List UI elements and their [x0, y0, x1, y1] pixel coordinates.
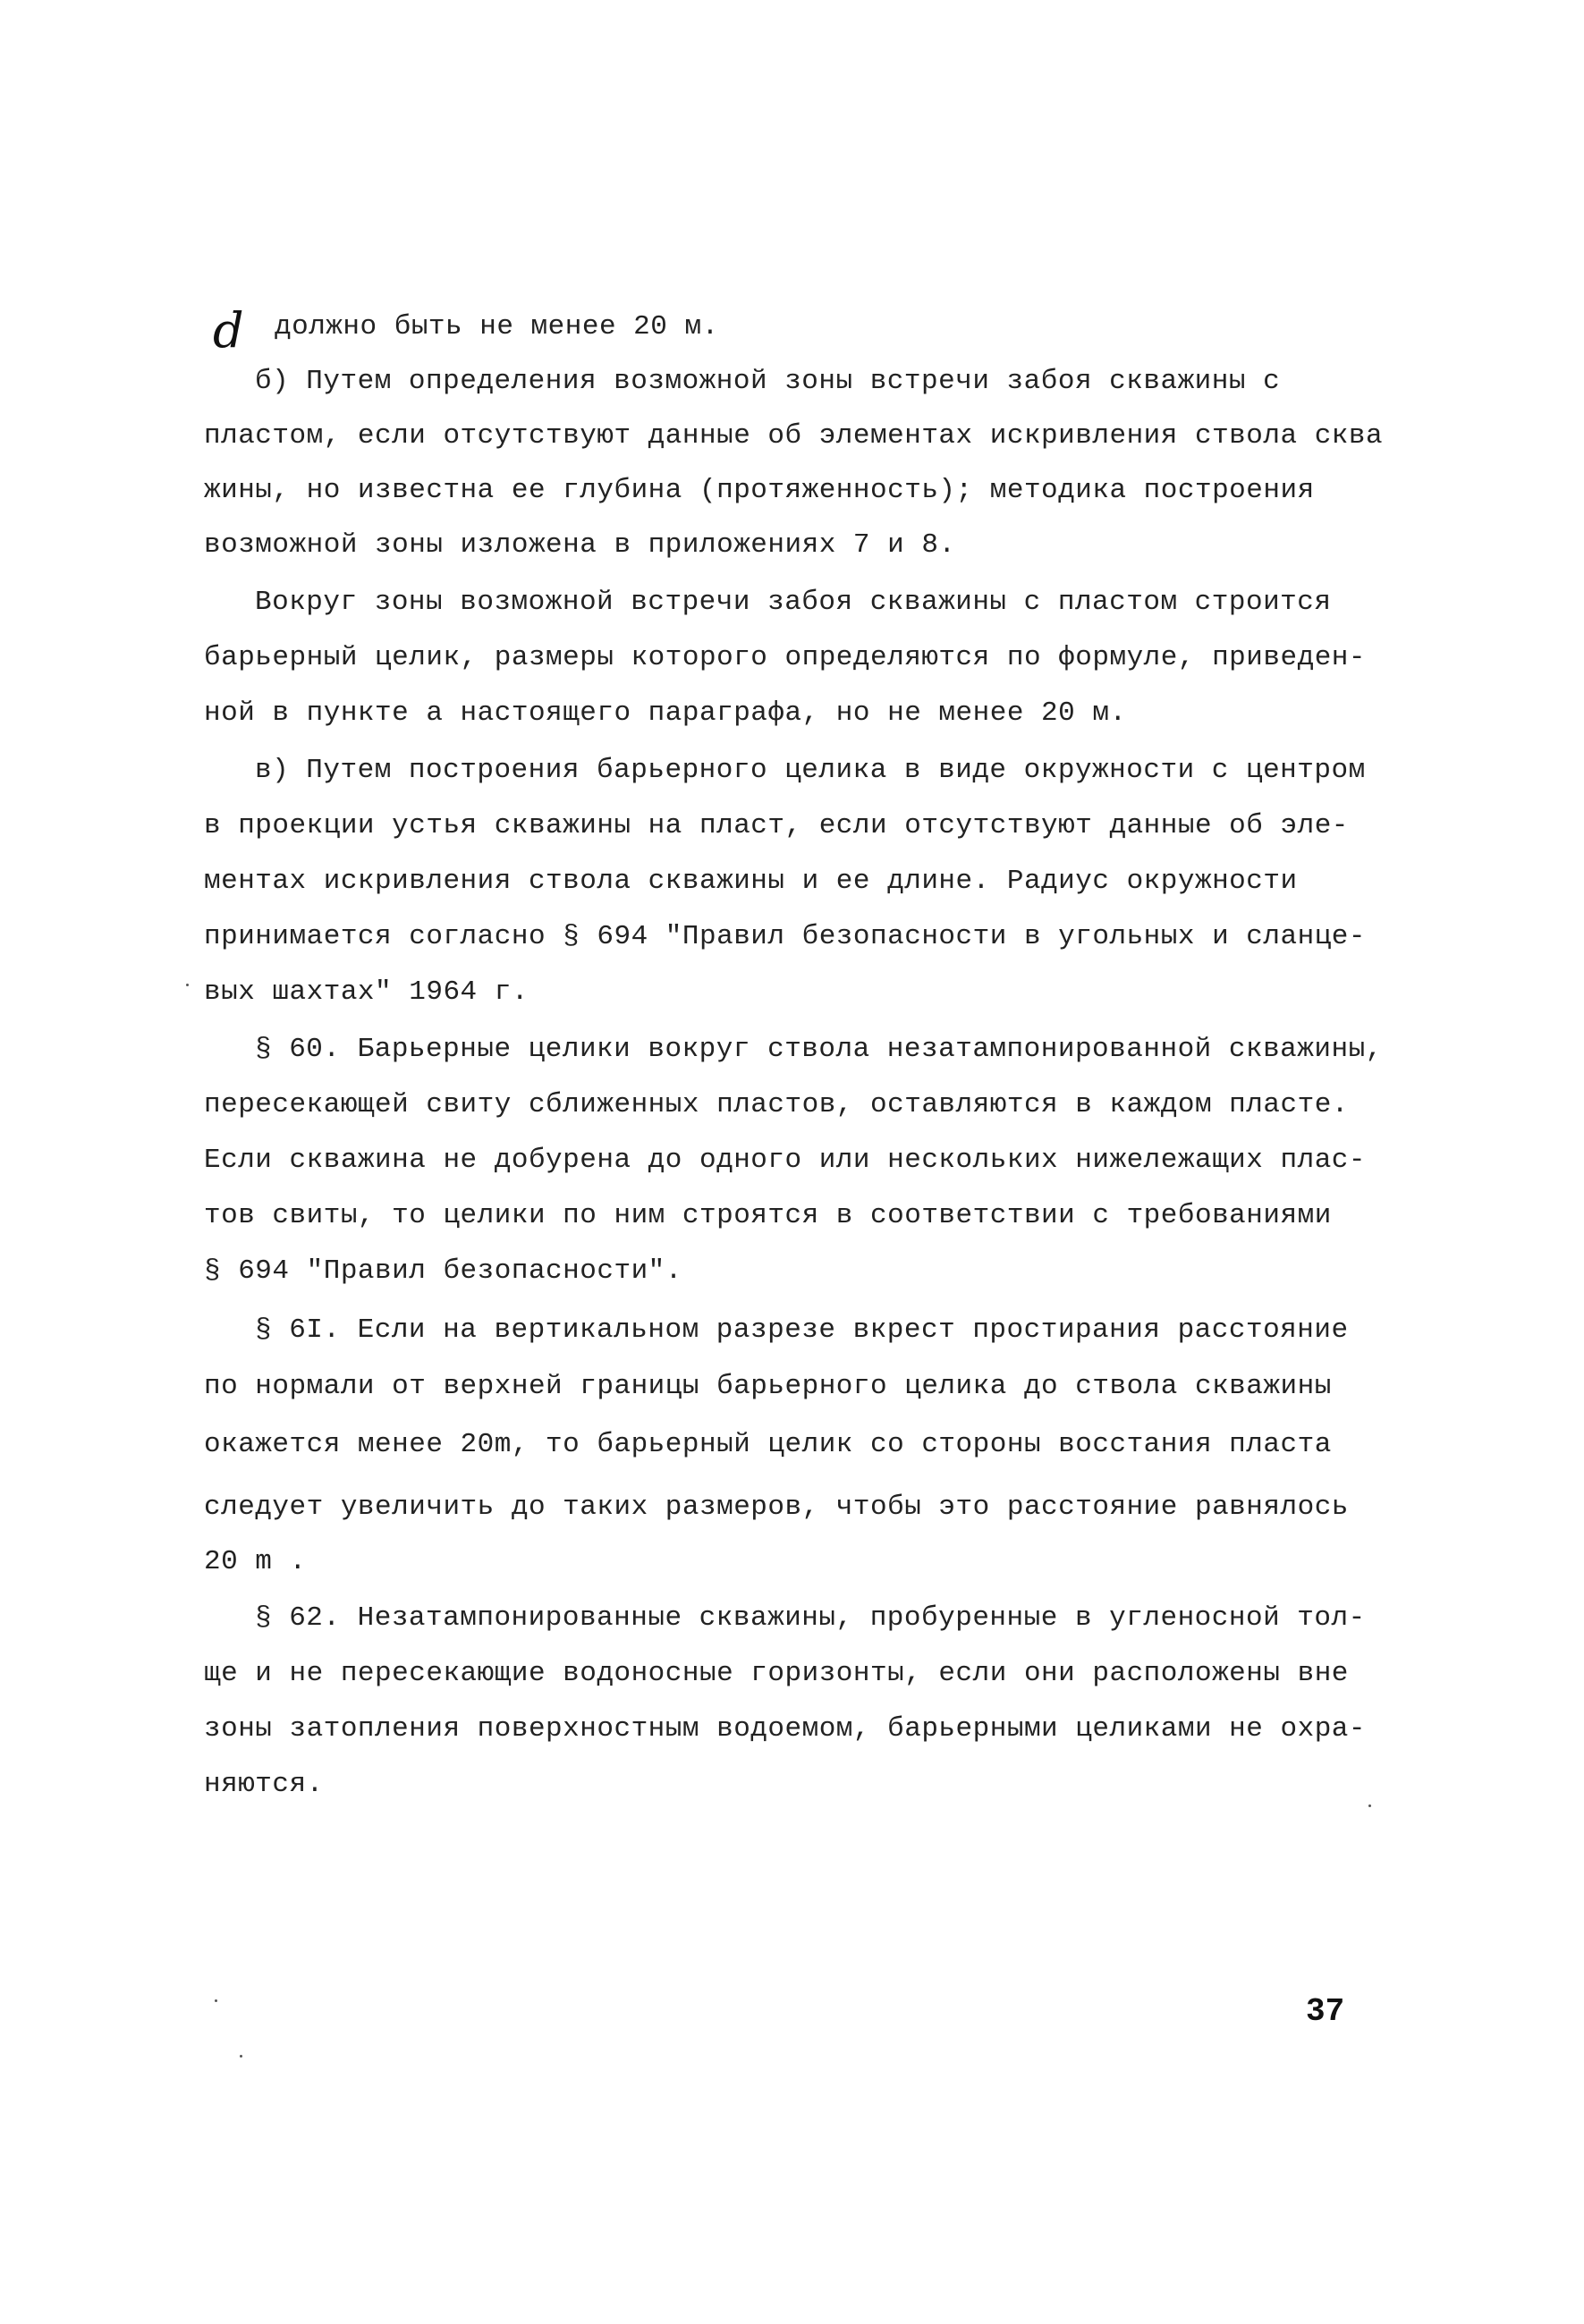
text-line-18: § 6I. Если на вертикальном разрезе вкрест простирания расстояние: [255, 1314, 1349, 1346]
text-line-22: 20 m .: [204, 1546, 307, 1577]
text-line-24: ще и не пересекающие водоносные горизонты, если они расположены вне: [204, 1658, 1349, 1689]
page-number: 37: [1306, 1993, 1345, 2030]
scan-speck: [240, 2055, 242, 2058]
text-line-8: в) Путем построения барьерного целика в виде окружности с центром: [255, 755, 1366, 786]
text-line-7: ной в пункте а настоящего параграфа, но не менее 20 м.: [204, 697, 1127, 729]
text-line-23: § 62. Незатампонированные скважины, пробуренные в угленосной тол-: [255, 1602, 1366, 1634]
text-line-12: вых шахтах" 1964 г.: [204, 976, 529, 1008]
text-line-19: по нормали от верхней границы барьерного целика до ствола скважины: [204, 1371, 1332, 1402]
text-line-26: няются.: [204, 1769, 324, 1800]
text-line-25: зоны затопления поверхностным водоемом, барьерными целиками не охра-: [204, 1713, 1367, 1745]
text-line-11: принимается согласно § 694 "Правил безопасности в угольных и сланце-: [204, 921, 1367, 952]
text-line-0: должно быть не менее 20 м.: [275, 311, 719, 342]
scan-speck: [215, 1999, 217, 2002]
text-line-5: Вокруг зоны возможной встречи забоя скважины с пластом строится: [255, 587, 1332, 618]
text-line-2: пластом, если отсутствуют данные об элементах искривления ствола сква: [204, 420, 1384, 452]
scan-speck: [1368, 1804, 1371, 1807]
text-line-17: § 694 "Правил безопасности".: [204, 1255, 682, 1287]
text-line-6: барьерный целик, размеры которого определяются по формуле, приведен-: [204, 642, 1367, 673]
text-line-3: жины, но известна ее глубина (протяженность); методика построения: [204, 475, 1315, 506]
variable-d-symbol: d: [213, 302, 244, 359]
text-line-9: в проекции устья скважины на пласт, если отсутствуют данные об эле-: [204, 810, 1349, 841]
scan-speck: [186, 984, 189, 986]
text-line-14: пересекающей свиту сближенных пластов, оставляются в каждом пласте.: [204, 1089, 1349, 1120]
text-line-15: Если скважина не добурена до одного или нескольких нижележащих плас-: [204, 1145, 1367, 1176]
text-line-20: окажется менее 20m, то барьерный целик со стороны восстания пласта: [204, 1429, 1332, 1460]
text-line-16: тов свиты, то целики по ним строятся в соответствии с требованиями: [204, 1200, 1332, 1231]
text-line-10: ментах искривления ствола скважины и ее длине. Радиус окружности: [204, 866, 1298, 897]
text-line-13: § 60. Барьерные целики вокруг ствола незатампонированной скважины,: [255, 1034, 1383, 1065]
text-line-21: следует увеличить до таких размеров, чтобы это расстояние равнялось: [204, 1492, 1349, 1523]
text-line-4: возможной зоны изложена в приложениях 7 и 8.: [204, 529, 956, 561]
text-line-1: б) Путем определения возможной зоны встречи забоя скважины с: [255, 366, 1281, 397]
